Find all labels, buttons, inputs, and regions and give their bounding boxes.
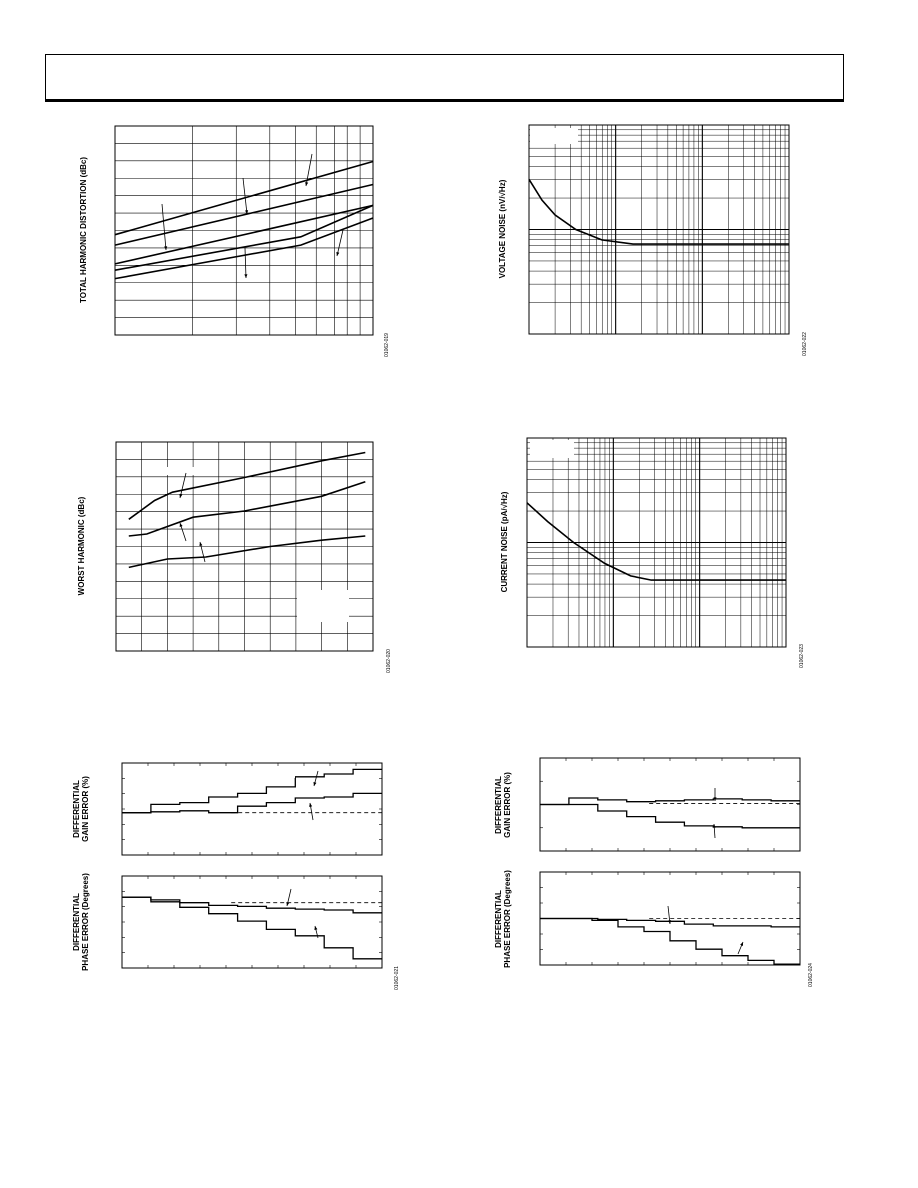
worst-ylabel: WORST HARMONIC (dBc) (77, 496, 86, 596)
dg1-series-1-step (122, 793, 382, 812)
dg2-ylabel-0: DIFFERENTIAL (494, 776, 503, 834)
callout-box-7 (660, 896, 688, 912)
inoise-grid (527, 438, 786, 647)
dg2-ylabel-1: GAIN ERROR (%) (503, 772, 512, 838)
callout-arrow-9-head (309, 803, 312, 807)
vnoise-ylabel: VOLTAGE NOISE (nV/√Hz) (498, 179, 507, 279)
dp1-figure-id: 01062-021 (394, 966, 400, 990)
callout-box-6 (690, 770, 718, 792)
callout-arrow-3-head (244, 274, 247, 278)
callout-arrow-6-head (180, 523, 183, 527)
dg1-grid (122, 763, 382, 855)
callout-arrow-15-head (740, 942, 743, 946)
dp1-ylabel-0: DIFFERENTIAL (72, 893, 81, 951)
callout-box-0 (530, 128, 578, 144)
inoise-ylabel: CURRENT NOISE (pA/√Hz) (500, 491, 509, 593)
dp2-ylabel-1: PHASE ERROR (Degrees) (503, 870, 512, 968)
dg2-series-0-step (540, 798, 800, 805)
thd-figure-id: 01062-019 (384, 333, 390, 357)
vnoise-figure-id: 01062-022 (802, 332, 808, 356)
callout-box-1 (530, 440, 574, 458)
dp2-ylabel-0: DIFFERENTIAL (494, 890, 503, 948)
callout-arrow-3 (245, 248, 246, 278)
dg1-ylabel-0: DIFFERENTIAL (72, 780, 81, 838)
thd-ylabel: TOTAL HARMONIC DISTORTION (dBc) (79, 156, 88, 304)
inoise-series-0-line (527, 503, 786, 580)
worst-series-2-line (129, 536, 365, 567)
callout-box-2 (297, 590, 349, 622)
callout-arrow-0 (306, 154, 312, 186)
callout-arrow-1 (243, 178, 247, 214)
dp2-figure-id: 01062-024 (808, 963, 814, 987)
dg2-series-1-step (540, 805, 800, 828)
dg1-plot-frame (122, 763, 382, 855)
callout-box-4 (255, 768, 295, 778)
worst-series-0-line (129, 453, 365, 520)
callout-box-5 (253, 885, 293, 893)
vnoise-grid (529, 125, 789, 334)
worst-figure-id: 01062-020 (386, 649, 392, 673)
dg1-ylabel-1: GAIN ERROR (%) (81, 776, 90, 842)
inoise-figure-id: 01062-023 (799, 644, 805, 668)
dp1-ylabel-1: PHASE ERROR (Degrees) (81, 873, 90, 971)
callout-arrow-2 (162, 204, 166, 250)
dp1-plot-frame (122, 876, 382, 968)
worst-series-1-line (129, 482, 365, 536)
thd-grid (115, 126, 373, 335)
callout-box-3 (165, 467, 199, 475)
callout-arrow-0-head (305, 182, 308, 186)
dp1-series-0-step (122, 897, 382, 913)
callout-arrow-4 (337, 230, 343, 256)
dp1-grid (122, 876, 382, 968)
